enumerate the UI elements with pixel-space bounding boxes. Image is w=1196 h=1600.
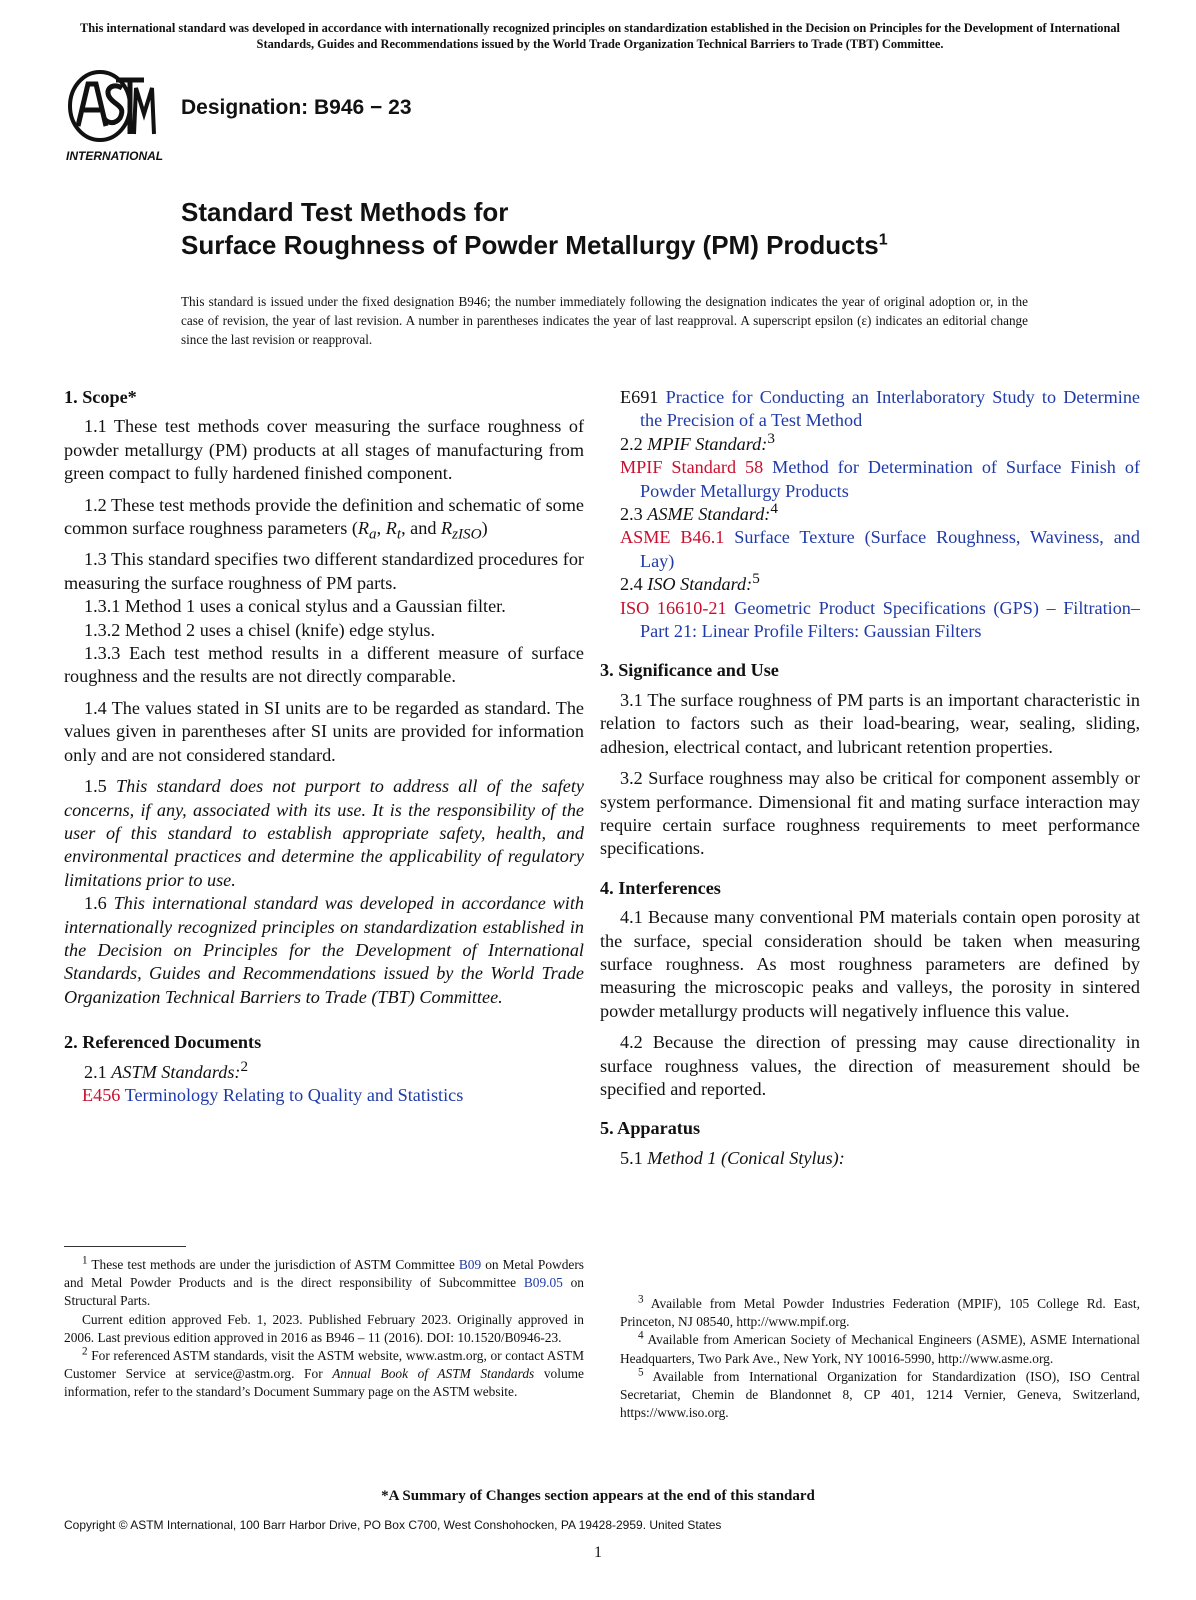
footnote-4-text: Available from American Society of Mechanical Engineers (ASME), ASME International Headquarters, Two Park Ave., New York, NY 10016-5990, http://www.asme.org.: [620, 1332, 1140, 1366]
param-rt: [385, 518, 402, 543]
footnote-2-mark: 2: [82, 1345, 88, 1358]
ra-sub: a: [369, 525, 377, 543]
para-3-1: 3.1 The surface roughness of PM parts is an important characteristic in relation to factors such as their load-bearing, wear, sealing, sliding, adhesion, electrical contact, and lubricant retention properties.: [600, 689, 1140, 757]
rz-sub: zISO: [452, 525, 482, 543]
para-1-2-text: 1.2 These test methods provide the definition and schematic of some common surface roughness parameters (: [64, 494, 584, 539]
para-2-2: [620, 429, 1140, 456]
right-column: [600, 386, 1141, 1170]
footnote-1-mark: 1: [82, 1254, 88, 1267]
footnotes-left: [64, 1256, 584, 1402]
para-2-1-num: 2.1: [84, 1061, 107, 1082]
close-paren: ): [481, 518, 488, 539]
para-2-4-num: 2.4: [620, 574, 643, 595]
para-2-3: [620, 499, 1140, 526]
footnote-5-mark: 5: [638, 1366, 644, 1379]
summary-of-changes-note: *A Summary of Changes section appears at the end of this standard: [381, 1488, 815, 1504]
ref-e691-code: E691: [620, 387, 659, 407]
footnote-4: [620, 1331, 1140, 1367]
para-2-3-text: ASME Standard:: [647, 504, 771, 525]
para-5-1-text: Method 1 (Conical Stylus):: [647, 1147, 845, 1168]
para-1-3-1: 1.3.1 Method 1 uses a conical stylus and a Gaussian filter.: [84, 596, 506, 617]
footnote-2: [64, 1347, 584, 1402]
link-b09[interactable]: B09: [458, 1257, 482, 1272]
ref-e691[interactable]: [620, 386, 1140, 433]
footnote-1: [64, 1256, 584, 1311]
footnote-3-mark: 3: [638, 1293, 644, 1306]
ref-e691-title[interactable]: Practice for Conducting an Interlaboratory Study to Determine the Precision of a Test Method: [640, 387, 1140, 431]
para-2-4-text: ISO Standard:: [647, 574, 753, 595]
ra-r: R: [357, 518, 370, 539]
para-2-2-text: MPIF Standard:: [647, 433, 768, 454]
footnote-5-text: Available from International Organization for Standardization (ISO), ISO Central Secretariat, Chemin de Blandonnet 8, CP 401, 1214 Vernier, Geneva, Switzerland, https://www.iso.org.: [620, 1368, 1140, 1421]
title-line-2-text: Surface Roughness of Powder Metallurgy (PM) Products: [181, 230, 879, 260]
para-5-1: [620, 1147, 1140, 1170]
footnote-4-mark: 4: [638, 1329, 644, 1342]
footnote-3-text: Available from Metal Powder Industries Federation (MPIF), 105 College Rd. East, Princeton, NJ 08540, http://www.mpif.org.: [620, 1296, 1140, 1330]
astm-logo: [64, 70, 168, 168]
footnote-1-text-a: These test methods are under the jurisdiction of ASTM Committee: [87, 1257, 459, 1272]
copyright: Copyright © ASTM International, 100 Barr Harbor Drive, PO Box C700, West Conshohocken, PA 19428-2959. United States: [64, 1518, 722, 1532]
designation: Designation: B946 − 23: [181, 96, 412, 119]
comma: ,: [376, 518, 386, 539]
para-2-1: [64, 1057, 584, 1084]
para-1-4: 1.4 The values stated in SI units are to be regarded as standard. The values given in parentheses after SI units are provided for information only and are not considered standard.: [64, 697, 584, 765]
para-2-2-num: 2.2: [620, 433, 643, 454]
ref-mpif-code[interactable]: MPIF Standard 58: [620, 457, 764, 478]
para-2-3-num: 2.3: [620, 504, 643, 525]
astm-logo-icon: [64, 70, 168, 168]
para-2-4: [620, 570, 1140, 596]
para-3-2: 3.2 Surface roughness may also be critical for component assembly or system performance. Dimensional fit and mating surface interaction may require certain surface roughness requirements to meet performance specifications.: [600, 768, 1140, 859]
para-2-3-sup: 4: [770, 499, 778, 517]
link-b09-05[interactable]: B09.05: [523, 1275, 563, 1291]
left-column: [64, 386, 584, 1107]
param-ra: [357, 518, 377, 543]
ref-asme-title[interactable]: Surface Texture (Surface Roughness, Waviness, and Lay): [640, 527, 1140, 571]
ref-mpif-58[interactable]: [620, 456, 1140, 503]
footnote-2-text-a: For referenced ASTM standards, visit the ASTM website, www.astm.org, or contact ASTM Customer Service at service@astm.org. For: [64, 1348, 584, 1382]
para-1-2: [64, 494, 584, 541]
footnote-1-text-c: on Structural Parts.: [64, 1275, 584, 1309]
and-word: , and: [401, 518, 437, 539]
footnote-5: [620, 1368, 1140, 1423]
heading-interferences: 4. Interferences: [600, 877, 721, 898]
ref-asme-code[interactable]: ASME B46.1: [620, 527, 725, 548]
footnote-3: [620, 1295, 1140, 1331]
para-1-5: [64, 775, 584, 892]
top-notice: This international standard was developed in accordance with internationally recognized principles on standardization established in the Decision on Principles for the Development of International Standards, Guides and Recommendations issued by the World Trade Organization Technical Barriers to Trade (TBT) Committee.: [79, 21, 1121, 51]
footnote-2-text-b: volume information, refer to the standard’s Document Summary page on the ASTM website.: [64, 1366, 584, 1400]
para-1-1: 1.1 These test methods cover measuring the surface roughness of powder metallurgy (PM) products at all stages of manufacturing from green compact to fully hardened finished component.: [64, 416, 584, 484]
heading-scope: 1. Scope*: [64, 387, 137, 407]
issued-note: This standard is issued under the fixed designation B946; the number immediately following the designation indicates the year of original adoption or, in the case of revision, the year of last revision. A number in parentheses indicates the year of last reapproval. A superscript epsilon (ε) indicates an editorial change since the last revision or reapproval.: [181, 294, 1028, 347]
para-4-1: 4.1 Because many conventional PM materials contain open porosity at the surface, special consideration should be taken when measuring surface roughness. As most roughness parameters are defined by measuring the microscopic peaks and valleys, the porosity in sintered powder metallurgy products will negatively influence this value.: [600, 907, 1140, 1021]
para-2-1-sup: 2: [240, 1057, 249, 1075]
title-line-2: [181, 229, 888, 262]
para-1-5-num: 1.5: [84, 776, 107, 797]
footnote-1-text-b: on Metal Powders and Metal Powder Products and is the direct responsibility of Subcommittee: [64, 1257, 585, 1291]
logo-text: INTERNATIONAL: [66, 149, 164, 163]
ref-iso-16610-21[interactable]: [620, 597, 1140, 644]
footnote-rule-left: [64, 1246, 186, 1247]
para-5-1-num: 5.1: [620, 1147, 643, 1168]
para-1-6-text: This international standard was developed in accordance with internationally recognized principles on standardization established in the Decision on Principles for the Development of International Standards, Guides and Recommendations issued by the World Trade Organization Technical Barriers to Trade (TBT) Committee.: [64, 893, 585, 1007]
ref-e456-code[interactable]: E456: [82, 1084, 121, 1105]
param-rz: [440, 518, 482, 543]
para-2-2-sup: 3: [767, 429, 775, 447]
heading-significance: 3. Significance and Use: [600, 660, 779, 681]
ref-iso-title[interactable]: Geometric Product Specifications (GPS) – Filtration–Part 21: Linear Profile Filters: Gaussian Filters: [640, 597, 1140, 642]
para-1-6-num: 1.6: [84, 893, 107, 914]
ref-asme-b46-1[interactable]: [620, 526, 1140, 573]
rt-sub: t: [396, 525, 402, 543]
footnote-1-edition: Current edition approved Feb. 1, 2023. Published February 2023. Originally approved in 2006. Last previous edition approved in 2016 as B946 – 11 (2016). DOI: 10.1520/B0946-23.: [64, 1311, 584, 1345]
heading-referenced-documents: 2. Referenced Documents: [64, 1032, 262, 1053]
rz-r: R: [440, 518, 453, 539]
ref-mpif-title[interactable]: Method for Determination of Surface Finish of Powder Metallurgy Products: [640, 457, 1141, 501]
page-number: 1: [594, 1544, 602, 1561]
para-4-2: 4.2 Because the direction of pressing may cause directionality in surface roughness values, the direction of measurement should be specified and reported.: [600, 1032, 1140, 1099]
ref-e456-title[interactable]: Terminology Relating to Quality and Statistics: [124, 1084, 464, 1105]
footnotes-right: [620, 1295, 1140, 1422]
para-1-3: 1.3 This standard specifies two different standardized procedures for measuring the surface roughness of PM parts.: [64, 549, 584, 593]
para-1-3-3: 1.3.3 Each test method results in a different measure of surface roughness and the results are not directly comparable.: [64, 643, 584, 687]
document-title: [181, 196, 888, 262]
para-1-5-text: This standard does not purport to address all of the safety concerns, if any, associated with its use. It is the responsibility of the user of this standard to establish appropriate safety, health, and environmental practices and determine the applicability of regulatory limitations prior to use.: [64, 776, 584, 890]
para-2-1-text: ASTM Standards:: [111, 1061, 241, 1082]
ref-e456[interactable]: [82, 1084, 584, 1107]
ref-iso-code[interactable]: ISO 16610-21: [620, 597, 727, 618]
para-1-3-2: 1.3.2 Method 2 uses a chisel (knife) edge stylus.: [84, 619, 436, 640]
rt-r: R: [385, 518, 397, 539]
heading-apparatus: 5. Apparatus: [600, 1118, 701, 1139]
title-footnote-mark: 1: [878, 231, 888, 249]
footnote-2-italic: Annual Book of ASTM Standards: [332, 1366, 535, 1382]
title-line-1: Standard Test Methods for: [181, 197, 509, 227]
para-2-4-sup: 5: [752, 570, 760, 588]
para-1-6: [64, 892, 584, 1009]
